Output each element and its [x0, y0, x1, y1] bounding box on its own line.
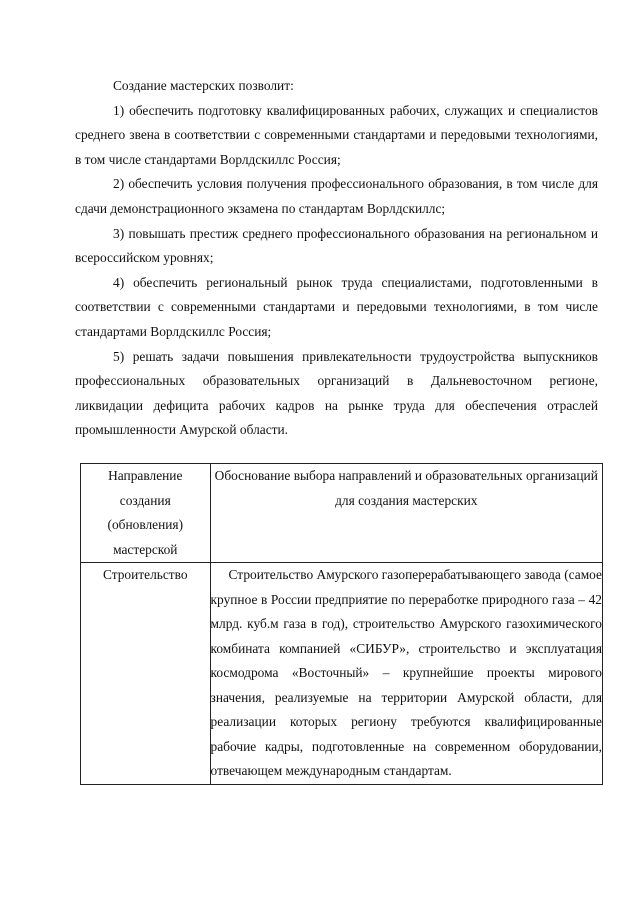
- list-item-2: 2) обеспечить условия получения профессионального образования, в том числе для сдачи демонстрационного экзамена по стандартам Ворлдскиллс;: [75, 176, 598, 216]
- header-direction: [81, 464, 211, 563]
- list-item-1: 1) обеспечить подготовку квалифицированных рабочих, служащих и специалистов среднего звена в соответствии с современными стандартами и передовыми технологиями, в том числе стандартами Ворлдскиллс Россия;: [75, 102, 598, 167]
- list-item-3: 3) повышать престиж среднего профессионального образования на региональном и всероссийском уровнях;: [75, 225, 598, 266]
- table-header-row: [81, 464, 603, 563]
- rationale-table: [80, 463, 603, 785]
- cell-rationale: Строительство Амурского газоперерабатывающего завода (самое крупное в России предприятие по переработке природного газа – 42 млрд. куб.м газа в год), строительство Амурского газохимического комбината компанией «СИБУР», строительство и эксплуатация космодрома «Восточный» – крупнейшие проекты мирового значения, реализуемые на территории Амурской области, для реализации которых региону требуются квалифицированные рабочие кадры, подготовленные на современном оборудовании, отвечающем международным стандартам.: [210, 563, 602, 785]
- body-text: [75, 74, 598, 443]
- header-rationale: Обоснование выбора направлений и образовательных организаций для создания мастерских: [210, 464, 602, 563]
- header-direction-line: (обновления): [107, 517, 184, 532]
- intro-paragraph: Создание мастерских позволит:: [113, 78, 294, 93]
- list-item-4: 4) обеспечить региональный рынок труда специалистами, подготовленными в соответствии с современными стандартами и передовыми технологиями, в том числе стандартами Ворлдскиллс Россия;: [75, 274, 598, 339]
- list-item-5: 5) решать задачи повышения привлекательности трудоустройства выпускников профессиональных образовательных организаций в Дальневосточном регионе, ликвидации дефицита рабочих кадров на рынке труда для обеспечения отраслей промышленности Амурской области.: [75, 348, 598, 438]
- header-direction-line: создания: [119, 492, 171, 508]
- header-direction-line: Направление: [108, 468, 183, 483]
- header-direction-line: мастерской: [113, 541, 178, 557]
- table-row: [81, 563, 603, 785]
- cell-direction: Строительство: [81, 563, 211, 785]
